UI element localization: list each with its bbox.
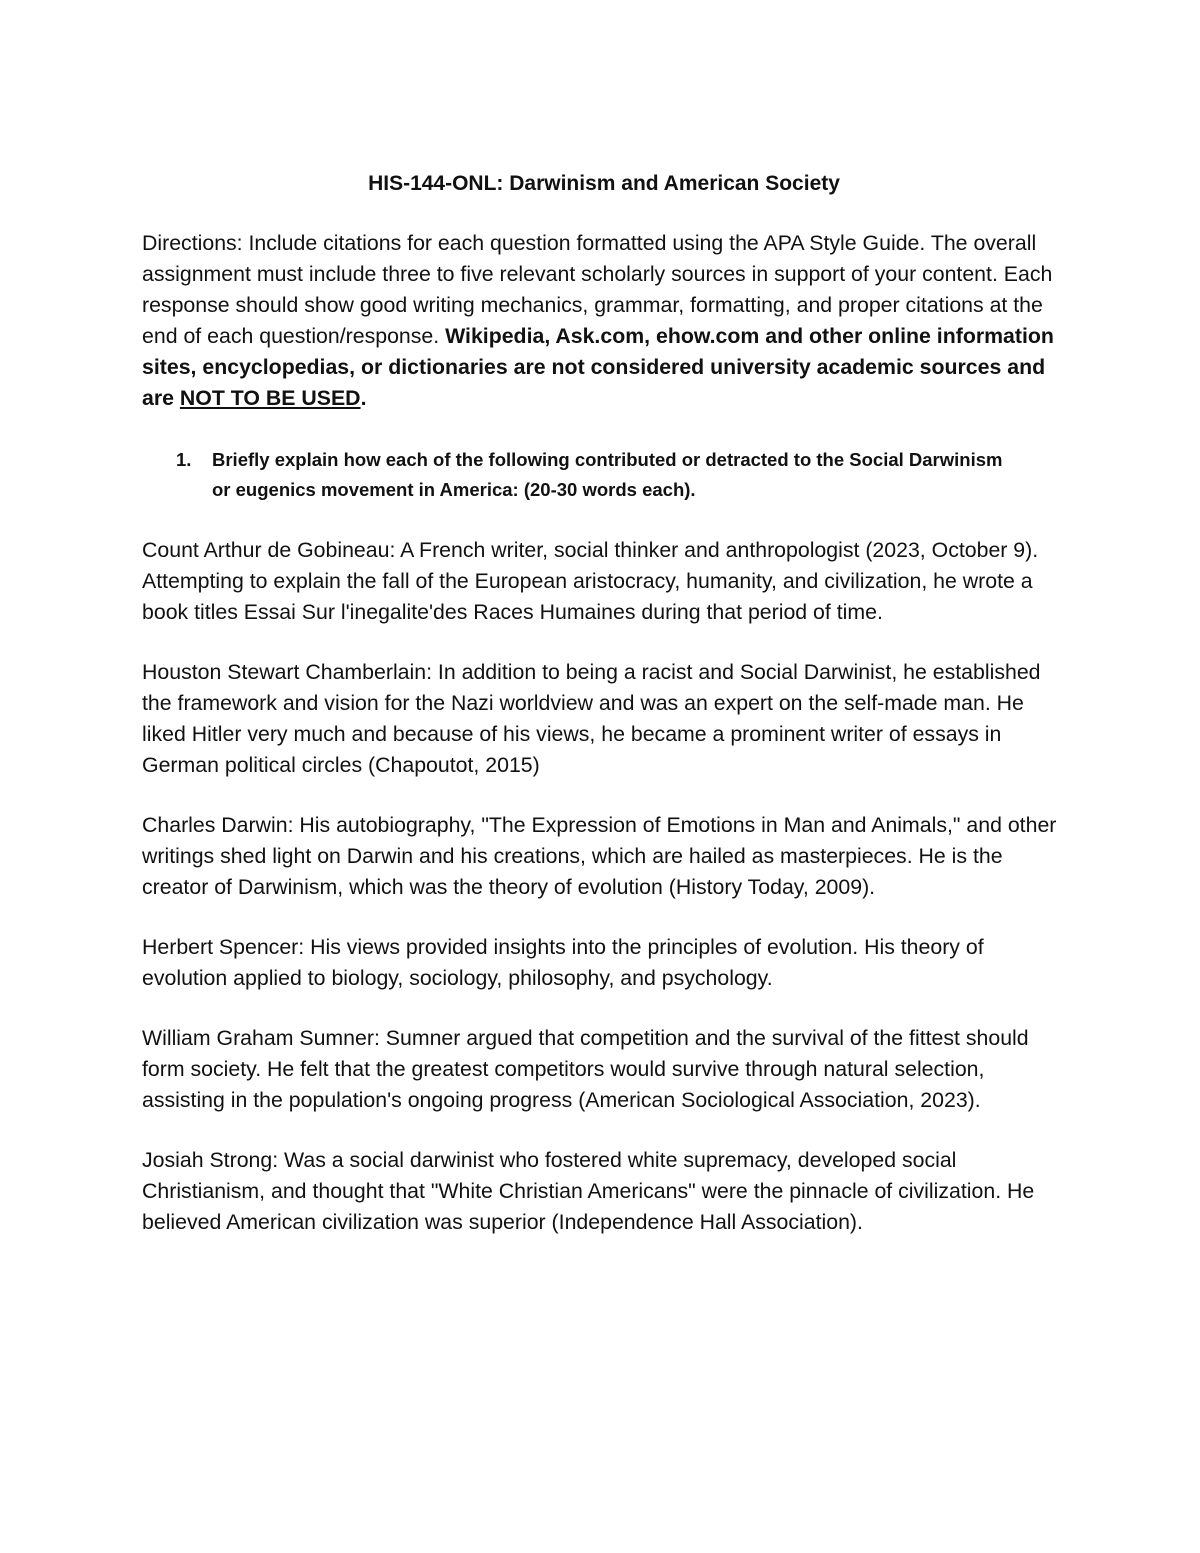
spacer: [142, 505, 1062, 535]
directions-warning: Wikipedia, Ask.com, ehow.com and other online information sites, encyclopedias, or dictionaries are not considered university academic sources and are: [142, 324, 1054, 410]
entry-darwin: Charles Darwin: His autobiography, "The Expression of Emotions in Man and Animals," and other writings shed light on Darwin and his creations, which are hailed as masterpieces. He is the creator of Darwinism, which was the theory of evolution (History Today, 2009).: [142, 813, 1057, 899]
entry-chamberlain: Houston Stewart Chamberlain: In addition to being a racist and Social Darwinist, he established the framework and vision for the Nazi worldview and was an expert on the self-made man. He liked Hitler very much and because of his views, he became a prominent writer of essays in German political circles (Chapoutot, 2015): [142, 660, 1041, 777]
entry-strong: Josiah Strong: Was a social darwinist who fostered white supremacy, developed social Christianism, and thought that "White Christian Americans" were the pinnacle of civilization. He believed American civilization was superior (Independence Hall Association).: [142, 1148, 1035, 1234]
entry-spencer: Herbert Spencer: His views provided insights into the principles of evolution. His theory of evolution applied to biology, sociology, philosophy, and psychology.: [142, 935, 984, 990]
question-1: [142, 445, 1062, 505]
directions-not-to-be-used: NOT TO BE USED: [179, 386, 361, 410]
question-number: 1.: [176, 449, 192, 470]
document-title: HIS-144-ONL: Darwinism and American Society: [368, 172, 840, 195]
directions-text: Directions: Include citations for each question formatted using the APA Style Guide. The overall assignment must include three to five relevant scholarly sources in support of your content. Each response should show good writing mechanics, grammar, formatting, and proper citations at the end of each question/response.: [142, 231, 1053, 348]
directions-period: .: [360, 386, 367, 410]
spacer: [142, 414, 1062, 445]
entry-gobineau: Count Arthur de Gobineau: A French writer, social thinker and anthropologist (2023, October 9). Attempting to explain the fall of the European aristocracy, humanity, and civilization, he wrote a book titles Essai Sur l'inegalite'des Races Humaines during that period of time.: [142, 538, 1039, 624]
entry-sumner: William Graham Sumner: Sumner argued that competition and the survival of the fittest should form society. He felt that the greatest competitors would survive through natural selection, assisting in the population's ongoing progress (American Sociological Association, 2023).: [142, 1026, 1029, 1112]
document-body: [142, 168, 1062, 1267]
directions-paragraph: [142, 228, 1062, 414]
question-text: Briefly explain how each of the following contributed or detracted to the Social Darwinism or eugenics movement in America: (20-30 words each).: [212, 449, 1003, 500]
